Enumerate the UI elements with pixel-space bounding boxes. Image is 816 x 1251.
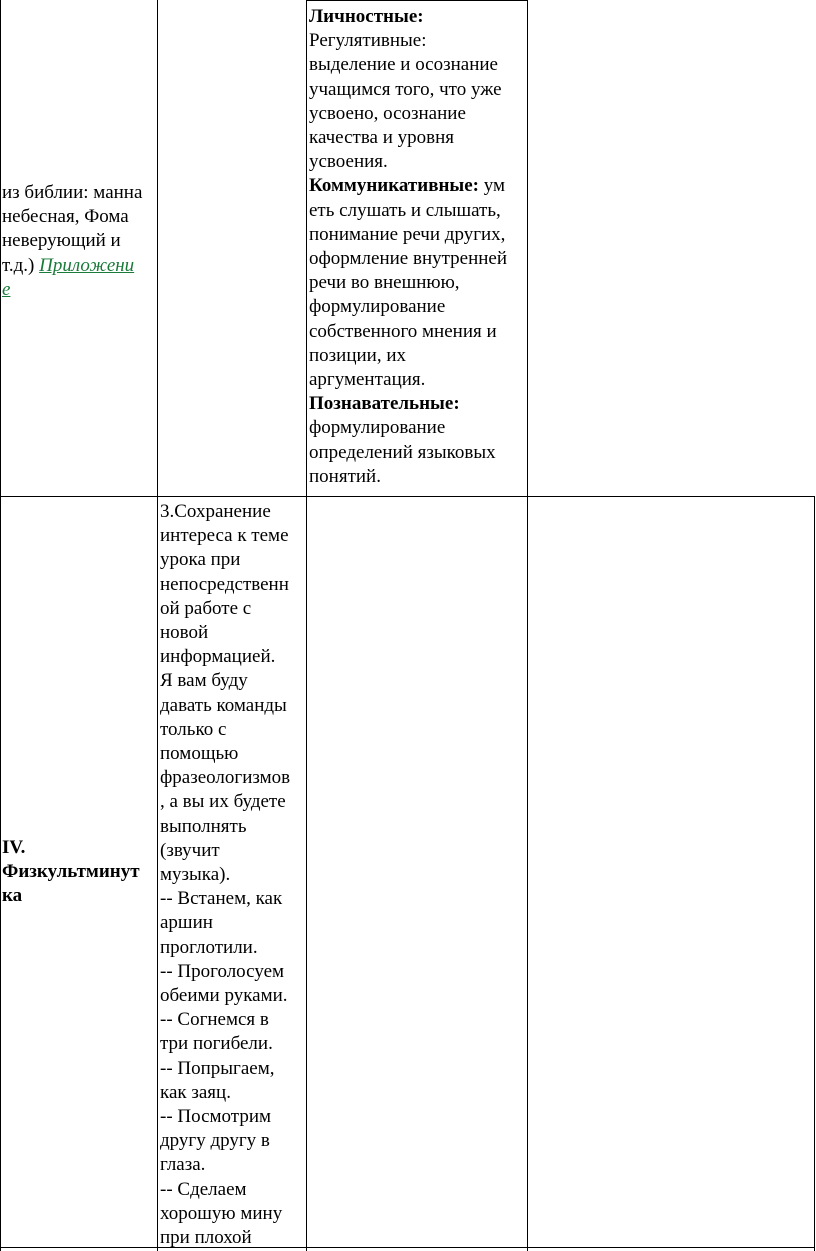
cell-text: понимание речи других, [309,223,506,245]
cell-line: хорошую мину [160,1202,283,1224]
cell-line [309,392,527,416]
cell-line [309,199,527,223]
cell-line: аршин [160,912,213,934]
cell-line: другу другу в [160,1130,270,1152]
cell-text: аргументация. [309,369,426,391]
cell-line: информацией. [160,646,276,668]
cell-line [309,53,527,77]
cell-text: Регулятивные: [309,30,427,52]
cell-line: урока при [160,549,241,571]
cell-line: давать команды [160,694,287,716]
cell-text: оформление внутренней [309,248,508,270]
cell-line: 3.Сохранение [160,501,271,522]
table-border [814,497,815,1251]
cell-line: -- Встанем, как [160,888,283,910]
cell-line: -- Посмотрим [160,1106,272,1128]
cell-line: при плохой [160,1227,252,1249]
cell-line [309,320,527,344]
cell-line [309,368,527,392]
cell-line [309,78,527,102]
cell-text: из библии: манна [2,182,143,203]
bold-heading: Коммуникативные: [309,175,479,197]
cell-line: выполнять [160,815,247,837]
stage-title-line: IV. [2,837,26,858]
cell-text: речи во внешнюю, [309,272,460,294]
appendix-link[interactable]: Приложени [39,254,135,276]
cell-line [309,174,527,198]
cell-line [309,295,527,319]
bold-heading: Личностные: [309,6,424,27]
cell-line [309,247,527,271]
cell-text: небесная, Фома [2,206,129,228]
row2-col2-cell [160,500,306,1250]
table-border [0,0,1,1251]
table-border [157,0,158,1251]
cell-line [309,465,527,489]
cell-text: формулирование [309,417,446,439]
cell-text: ум [479,175,506,197]
cell-text: усвоено, осознание [309,102,466,124]
cell-line [309,416,527,440]
cell-line [309,271,527,295]
cell-line: фразеологизмов [160,767,291,789]
cell-line: -- Согнемся в [160,1009,269,1031]
cell-line: новой [160,622,209,644]
appendix-link[interactable]: е [2,278,11,300]
cell-text: понятий. [309,465,381,487]
cell-text: собственного мнения и [309,320,497,342]
cell-line: глаза. [160,1154,206,1176]
cell-text: формулирование [309,296,446,318]
cell-line [309,29,527,53]
cell-line: обеими руками. [160,985,288,1007]
stage-title-line: ка [2,885,23,907]
cell-text: усвоения. [309,151,388,173]
cell-line: музыка). [160,864,231,886]
cell-line: интереса к теме [160,525,289,547]
cell-line [309,441,527,465]
cell-text: учащимся того, что уже [309,78,502,100]
cell-line: (звучит [160,839,220,861]
cell-line: -- Сделаем [160,1178,247,1200]
table-border [527,0,528,1251]
cell-line: непосредственн [160,573,289,595]
cell-text: т.д.) [2,254,35,276]
cell-line [309,102,527,126]
cell-line: -- Попрыгаем, [160,1057,275,1079]
cell-text: определений языковых [309,441,496,463]
cell-line: как заяц. [160,1081,231,1103]
cell-line: три погибели. [160,1033,273,1055]
cell-line: помощью [160,743,239,765]
cell-line: -- Проголосуем [160,960,285,982]
cell-text: качества и уровня [309,127,455,149]
cell-line [309,5,527,29]
table-border [0,496,815,497]
cell-line [309,223,527,247]
cell-text: еть слушать и слышать, [309,199,501,221]
cell-line [309,344,527,368]
stage-title [2,836,156,909]
table-border [306,0,307,1251]
cell-line: только с [160,718,227,740]
cell-line: Я вам буду [160,670,248,692]
row1-col1-cell [2,181,156,302]
cell-line [309,126,527,150]
table-border [306,0,528,1]
cell-text: выделение и осознание [309,54,498,76]
row1-col3-cell [309,5,527,489]
cell-line: проглотили. [160,936,258,958]
cell-line [309,150,527,174]
cell-text: позиции, их [309,344,407,366]
cell-line: , а вы их будете [160,791,286,813]
bold-heading: Познавательные: [309,393,460,415]
cell-line: ой работе с [160,597,252,619]
stage-title-line: Физкультминут [2,861,140,883]
cell-text: неверующий и [2,230,121,252]
table-border [0,1247,815,1248]
